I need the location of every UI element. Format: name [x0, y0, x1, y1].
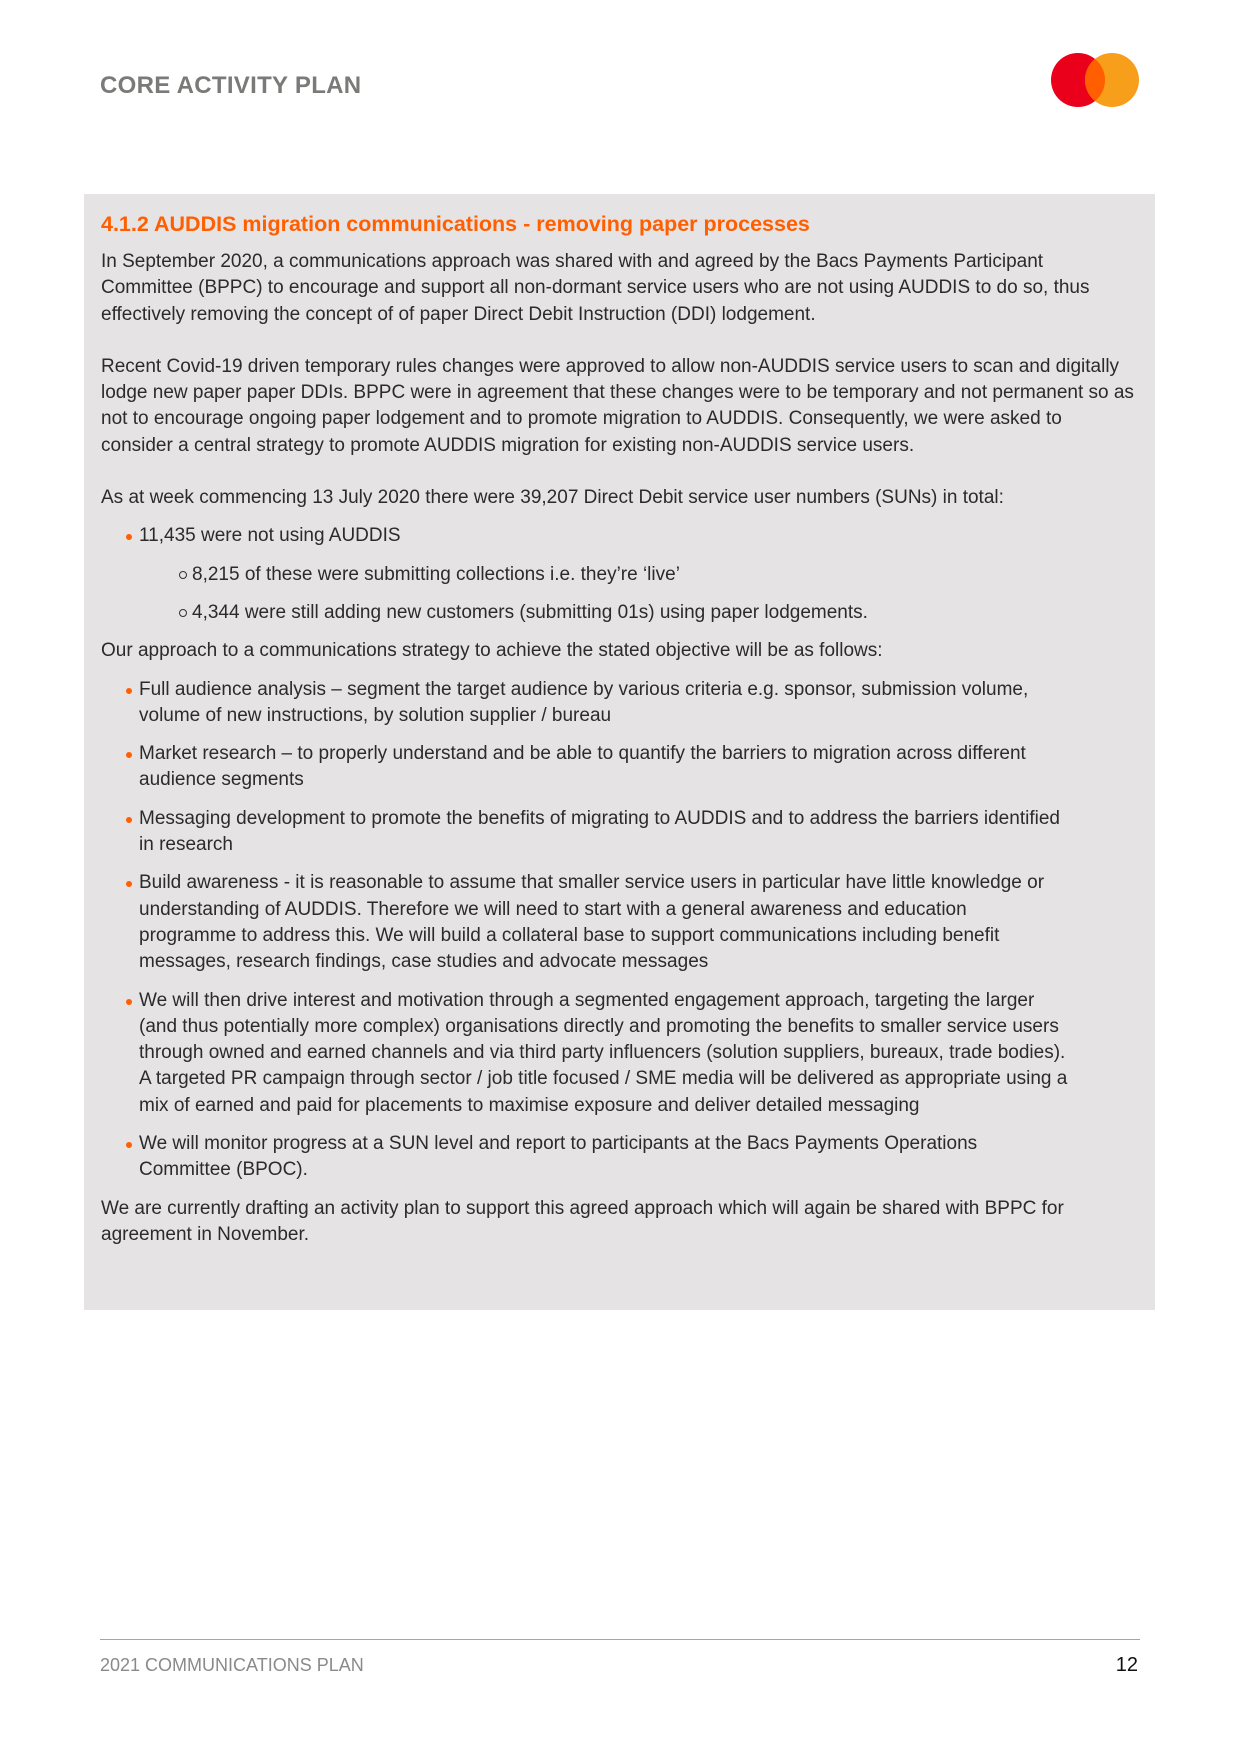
list-item: Messaging development to promote the benefits of migrating to AUDDIS and to address the barriers identified in research [101, 806, 1068, 859]
list-item: 11,435 were not using AUDDIS [101, 523, 1068, 549]
paragraph: Recent Covid-19 driven temporary rules changes were approved to allow non-AUDDIS service users to scan and digitally lodge new paper paper DDIs. BPPC were in agreement that these changes were to be temporary and not permanent so as not to encourage ongoing paper lodgement and to promote migration to AUDDIS. Consequently, we were asked to consider a central strategy to promote AUDDIS migration for existing non-AUDDIS service users. [101, 355, 1134, 456]
approach-list [101, 677, 1138, 1184]
page-number: 12 [1115, 1654, 1138, 1676]
paragraph: Our approach to a communications strategy to achieve the stated objective will be as follows: [101, 640, 883, 662]
section-heading: 4.1.2 AUDDIS migration communications - removing paper processes [101, 212, 810, 236]
content-panel [84, 194, 1155, 1310]
list-item: Build awareness - it is reasonable to assume that smaller service users in particular have little knowledge or understanding of AUDDIS. Therefore we will need to start with a general awareness and education programme to address this. We will build a collateral base to support communications including benefit messages, research findings, case studies and advocate messages [101, 870, 1068, 975]
paragraph: We are currently drafting an activity plan to support this agreed approach which will again be shared with BPPC for agreement in November. [101, 1197, 1064, 1245]
stats-list [101, 523, 1138, 626]
brand-logo [1050, 52, 1140, 108]
list-item: Full audience analysis – segment the target audience by various criteria e.g. sponsor, submission volume, volume of new instructions, by solution supplier / bureau [101, 677, 1068, 730]
list-item: We will monitor progress at a SUN level and report to participants at the Bacs Payments Operations Committee (BPOC). [101, 1131, 1068, 1184]
paragraph: In September 2020, a communications approach was shared with and agreed by the Bacs Payments Participant Committee (BPPC) to encourage and support all non-dormant service users who are not using AUDDIS to do so, thus effectively removing the concept of of paper Direct Debit Instruction (DDI) lodgement. [101, 251, 1090, 325]
sub-list-item: 4,344 were still adding new customers (submitting 01s) using paper lodgements. [101, 600, 1068, 626]
list-item: Market research – to properly understand and be able to quantify the barriers to migration across different audience segments [101, 741, 1068, 794]
page-header-title: CORE ACTIVITY PLAN [100, 72, 362, 99]
sub-list-item: 8,215 of these were submitting collections i.e. they’re ‘live’ [101, 562, 1068, 588]
footer-divider [100, 1639, 1140, 1640]
footer-title: 2021 COMMUNICATIONS PLAN [100, 1655, 364, 1675]
paragraph: As at week commencing 13 July 2020 there were 39,207 Direct Debit service user numbers (SUNs) in total: [101, 487, 1004, 509]
list-item: We will then drive interest and motivation through a segmented engagement approach, targeting the larger (and thus potentially more complex) organisations directly and promoting the benefits to smaller service users through owned and earned channels and via third party influencers (solution suppliers, bureaux, trade bodies). A targeted PR campaign through sector / job title focused / SME media will be delivered as appropriate using a mix of earned and paid for placements to maximise exposure and deliver detailed messaging [101, 988, 1068, 1119]
